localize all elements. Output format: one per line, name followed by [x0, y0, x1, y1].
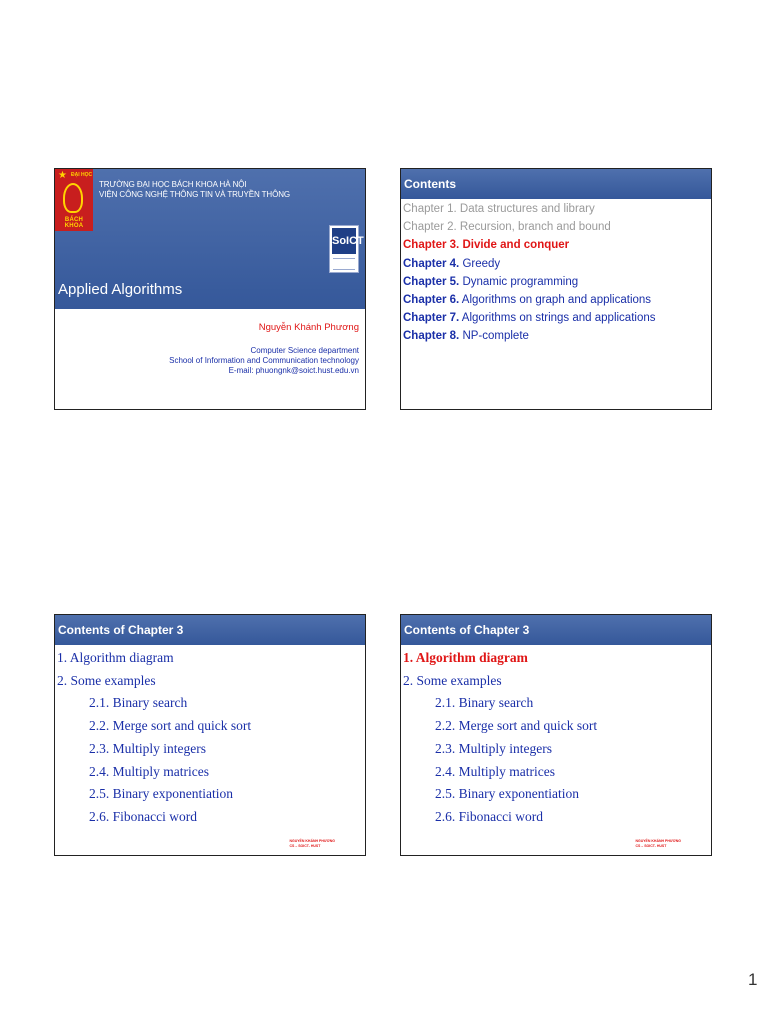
chapter-subsection-item: 2.1. Binary search	[89, 695, 188, 711]
chapter-contents-list	[401, 645, 711, 829]
hust-logo	[55, 169, 93, 231]
chapter-subsection-item: 2.6. Fibonacci word	[435, 808, 543, 824]
contents-item-text: Divide and conquer	[459, 239, 570, 252]
university-name	[99, 180, 290, 200]
university-line-1: TRƯỜNG ĐẠI HỌC BÁCH KHOA HÀ NỘI	[99, 180, 247, 189]
chapter-contents-list	[55, 645, 365, 829]
logo-small-text: ĐẠI HỌC	[71, 172, 93, 178]
emblem-icon	[63, 183, 83, 213]
chapter-subsection-item: 2.5. Binary exponentiation	[89, 786, 233, 802]
contents-slide	[400, 168, 712, 410]
affiliation	[169, 346, 359, 376]
contents-item	[403, 273, 711, 291]
footer-dept: CS – SOICT- HUST	[289, 843, 321, 848]
chapter-subsection-item: 2.3. Multiply integers	[435, 740, 552, 756]
contents-list	[401, 199, 711, 346]
chapter-section-item: 2. Some examples	[57, 672, 156, 688]
chapter-contents-slide	[54, 614, 366, 856]
contents-slide-title: Contents	[401, 169, 711, 199]
star-icon: ★	[58, 170, 67, 181]
soict-fine-print	[333, 258, 355, 270]
contents-item	[403, 218, 711, 236]
chapter-slide-title: Contents of Chapter 3	[55, 615, 365, 645]
contents-item-text: Algorithms on graph and applications	[459, 294, 652, 307]
contents-item-label: Chapter 8.	[403, 330, 460, 343]
contents-item	[403, 200, 711, 218]
contents-item-text: Algorithms on strings and applications	[459, 312, 656, 325]
chapter-contents-slide-highlighted	[400, 614, 712, 856]
chapter-subsection-item: 2.4. Multiply matrices	[435, 763, 555, 779]
chapter-subsection-item: 2.2. Merge sort and quick sort	[435, 718, 598, 734]
chapter-section-item: 1. Algorithm diagram	[403, 650, 528, 665]
logo-text: BÁCH KHOA	[64, 217, 84, 229]
chapter-subsection-item: 2.6. Fibonacci word	[89, 808, 197, 824]
contents-item	[403, 236, 711, 254]
contents-item-label: Chapter 7.	[403, 312, 460, 325]
page-number: 1	[748, 970, 758, 989]
contents-item-text: Recursion, branch and bound	[456, 221, 611, 234]
title-slide-header-band	[55, 169, 365, 309]
author-name: Nguyễn Khánh Phương	[258, 322, 359, 333]
contents-item-label: Chapter 3.	[403, 239, 460, 252]
contents-item-label: Chapter 5.	[403, 275, 460, 288]
soict-mark: SoICT	[332, 228, 356, 254]
course-title: Applied Algorithms	[58, 281, 183, 298]
university-line-2: VIỆN CÔNG NGHỆ THÔNG TIN VÀ TRUYỀN THÔNG	[99, 190, 290, 199]
contents-item-label: Chapter 4.	[403, 257, 460, 270]
contents-item-text: Data structures and library	[456, 203, 595, 215]
chapter-section-item: 1. Algorithm diagram	[57, 650, 174, 665]
contents-item	[403, 255, 711, 273]
chapter-slide-title: Contents of Chapter 3	[401, 615, 711, 645]
contents-item	[403, 309, 711, 327]
affiliation-school: School of Information and Communication technology	[169, 356, 359, 365]
chapter-subsection-item: 2.3. Multiply integers	[89, 740, 206, 756]
footer-author: NGUYỄN KHÁNH PHƯƠNG	[635, 839, 681, 843]
contents-item	[403, 327, 711, 345]
contents-item	[403, 291, 711, 309]
contents-item-text: Greedy	[459, 257, 501, 270]
affiliation-department: Computer Science department	[250, 346, 359, 355]
chapter-subsection-item: 2.1. Binary search	[435, 695, 534, 711]
contents-item-label: Chapter 6.	[403, 294, 460, 307]
chapter-subsection-item: 2.5. Binary exponentiation	[435, 786, 579, 802]
affiliation-email: E-mail: phuongnk@soict.hust.edu.vn	[228, 366, 359, 375]
footer-author: NGUYỄN KHÁNH PHƯƠNG	[289, 839, 335, 843]
chapter-subsection-item: 2.2. Merge sort and quick sort	[89, 718, 252, 734]
soict-logo	[329, 225, 364, 273]
slide-footer	[289, 839, 335, 848]
contents-item-text: Dynamic programming	[459, 275, 579, 288]
contents-item-label: Chapter 2.	[403, 221, 457, 234]
footer-dept: CS – SOICT- HUST	[635, 843, 667, 848]
slide-footer	[635, 839, 681, 848]
contents-item-text: NP-complete	[459, 330, 529, 343]
chapter-subsection-item: 2.4. Multiply matrices	[89, 763, 209, 779]
chapter-section-item: 2. Some examples	[403, 672, 502, 688]
title-slide	[54, 168, 366, 410]
contents-item-label: Chapter 1.	[403, 203, 457, 215]
